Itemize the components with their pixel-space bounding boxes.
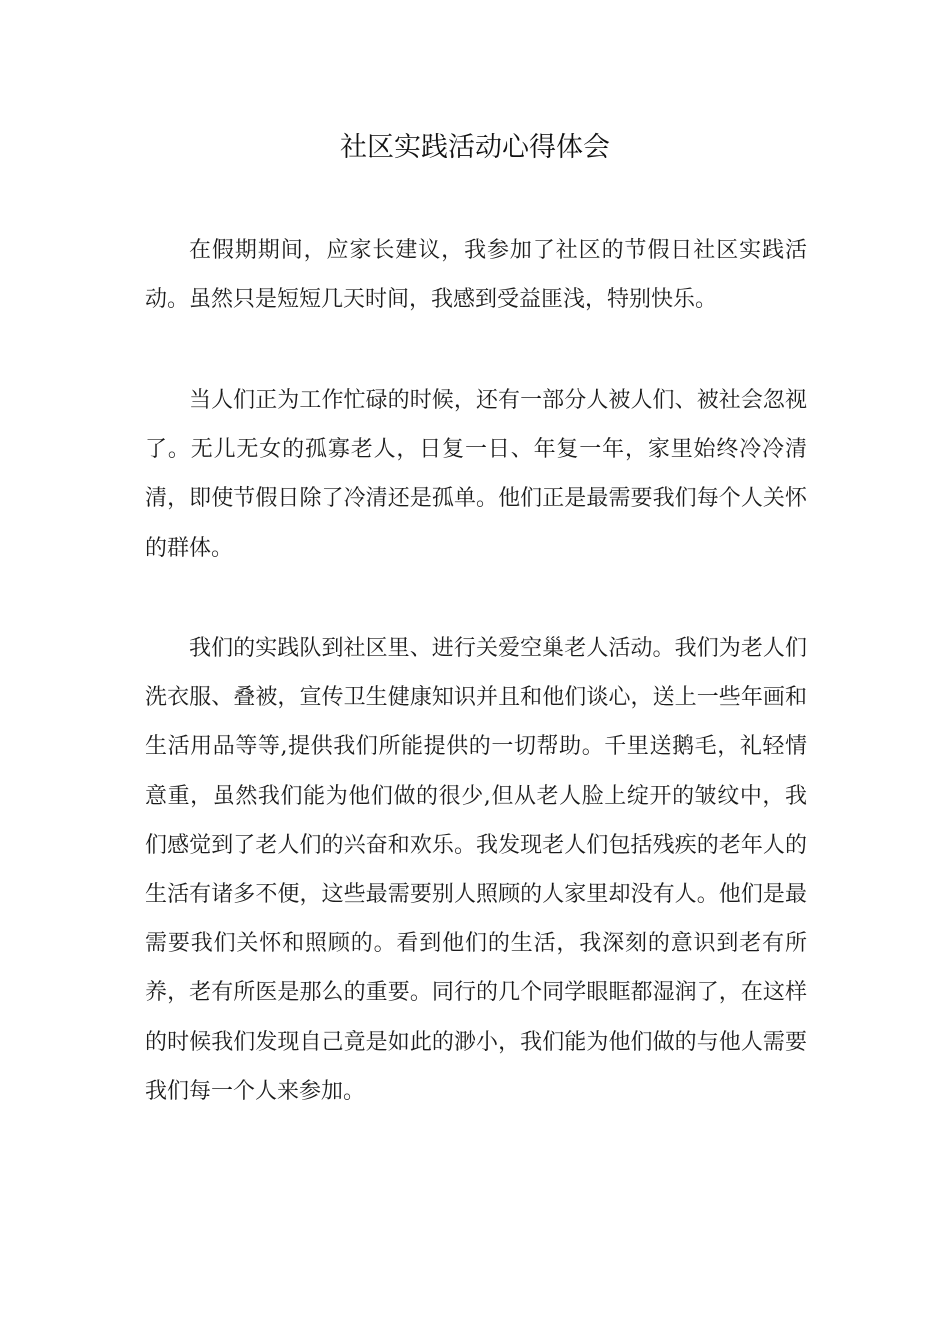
document-title: 社区实践活动心得体会 [340, 132, 610, 163]
paragraph-3: 我们的实践队到社区里、进行关爱空巢老人活动。我们为老人们洗衣服、叠被，宣传卫生健康知识并且和他们谈心，送上一些年画和生活用品等等,提供我们所能提供的一切帮助。千里送鹅毛，礼轻情意重，虽然我们能为他们做的很少,但从老人脸上绽开的皱纹中，我们感觉到了老人们的兴奋和欢乐。我发现老人们包括残疾的老年人的生活有诸多不便，这些最需要别人照顾的人家里却没有人。他们是最需要我们关怀和照顾的。看到他们的生活，我深刻的意识到老有所养，老有所医是那么的重要。同行的几个同学眼眶都湿润了，在这样的时候我们发现自己竟是如此的渺小，我们能为他们做的与他人需要我们每一个人来参加。 [145, 636, 807, 1104]
paragraph-2: 当人们正为工作忙碌的时候，还有一部分人被人们、被社会忽视了。无儿无女的孤寡老人，日复一日、年复一年，家里始终冷冷清清，即使节假日除了冷清还是孤单。他们正是最需要我们每个人关怀的群体。 [145, 388, 807, 561]
paragraph-1: 在假期期间，应家长建议，我参加了社区的节假日社区实践活动。虽然只是短短几天时间，我感到受益匪浅，特别快乐。 [145, 238, 807, 313]
